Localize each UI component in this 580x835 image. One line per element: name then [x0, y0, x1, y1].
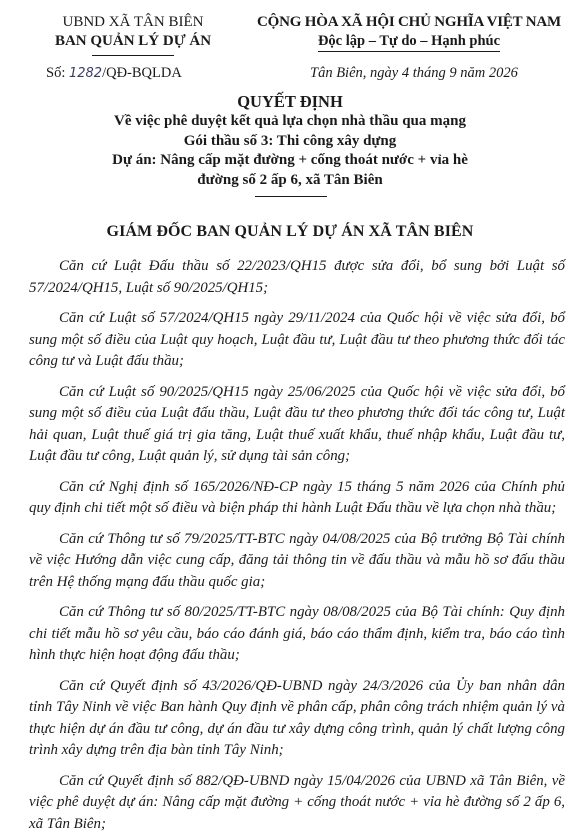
issue-date: Tân Biên, ngày 4 tháng 9 năm 2026	[310, 65, 518, 82]
doc-type-heading: QUYẾT ĐỊNH	[60, 92, 520, 112]
issuing-authority: GIÁM ĐỐC BAN QUẢN LÝ DỰ ÁN XÃ TÂN BIÊN	[0, 223, 580, 241]
subject-line-3: Dự án: Nâng cấp mặt đường + cống thoát nước + vỉa hè	[60, 151, 520, 171]
national-title: CỘNG HÒA XÃ HỘI CHỦ NGHĨA VIỆT NAM	[248, 13, 570, 32]
ground-paragraph: Căn cứ Quyết định số 43/2026/QĐ-UBND ngày 24/3/2026 của Ủy ban nhân dân tỉnh Tây Ninh về việc Ban hành Quy định về phân cấp, phân công trách nhiệm quản lý và thực hiện dự án đầu tư công, dự án đầu tư xây dựng công trình, quản lý chất lượng công trình xây dựng trên địa bàn tỉnh Tây Ninh;	[29, 676, 565, 762]
document-title	[60, 92, 520, 190]
issuing-agency	[38, 13, 228, 51]
ground-paragraph: Căn cứ Luật số 57/2024/QH15 ngày 29/11/2024 của Quốc hội về việc sửa đổi, bổ sung một số điều của Luật quy hoạch, Luật đầu tư, Luật đầu tư theo phương thức đối tác công tư và Luật đấu thầu;	[29, 308, 565, 373]
subject-line-2: Gói thầu số 3: Thi công xây dựng	[60, 132, 520, 152]
document-number	[46, 65, 182, 82]
national-motto: Độc lập – Tự do – Hạnh phúc	[318, 32, 500, 52]
national-header	[248, 13, 570, 52]
ground-paragraph: Căn cứ Luật Đấu thầu số 22/2023/QH15 được sửa đổi, bổ sung bởi Luật số 57/2024/QH15, Luật số 90/2025/QH15;	[29, 256, 565, 299]
agency-parent: UBND XÃ TÂN BIÊN	[38, 13, 228, 32]
doc-no-suffix: /QĐ-BQLDA	[102, 65, 182, 81]
doc-no-prefix: Số:	[46, 65, 65, 81]
subject-line-1: Về việc phê duyệt kết quả lựa chọn nhà thầu qua mạng	[60, 112, 520, 132]
ground-paragraph: Căn cứ Nghị định số 165/2026/NĐ-CP ngày 15 tháng 5 năm 2026 của Chính phủ quy định chi tiết một số điều và biện pháp thi hành Luật Đấu thầu về lựa chọn nhà thầu;	[29, 477, 565, 520]
ground-paragraph: Căn cứ Thông tư số 80/2025/TT-BTC ngày 08/08/2025 của Bộ Tài chính: Quy định chi tiết mẫu hồ sơ yêu cầu, báo cáo đánh giá, báo cáo thẩm định, kiểm tra, báo cáo tình hình thực hiện hoạt động đấu thầu;	[29, 602, 565, 667]
ground-paragraph: Căn cứ Quyết định số 882/QĐ-UBND ngày 15/04/2026 của UBND xã Tân Biên, về việc phê duyệt dự án: Nâng cấp mặt đường + cống thoát nước + vỉa hè đường số 2 ấp 6, xã Tân Biên;	[29, 771, 565, 835]
ground-paragraph: Căn cứ Luật số 90/2025/QH15 ngày 25/06/2025 của Quốc hội về việc sửa đổi, bổ sung một số điều của Luật đấu thầu, Luật đầu tư theo phương thức đối tác công tư, Luật hải quan, Luật thuế giá trị gia tăng, Luật thuế xuất khẩu, thuế nhập khẩu, Luật đầu tư, Luật đầu tư công, Luật quản lý, sử dụng tài sản công;	[29, 382, 565, 468]
ground-paragraph: Căn cứ Thông tư số 79/2025/TT-BTC ngày 04/08/2025 của Bộ trưởng Bộ Tài chính về việc Hướng dẫn việc cung cấp, đăng tải thông tin về đấu thầu và mẫu hồ sơ đấu thầu trên Hệ thống mạng đấu thầu quốc gia;	[29, 529, 565, 594]
subject-line-4: đường số 2 ấp 6, xã Tân Biên	[60, 171, 520, 191]
doc-no-handwritten: 1282	[69, 66, 102, 81]
title-underline	[255, 196, 327, 197]
agency-name: BAN QUẢN LÝ DỰ ÁN	[38, 32, 228, 51]
legal-grounds	[29, 256, 565, 835]
agency-underline	[92, 55, 174, 56]
